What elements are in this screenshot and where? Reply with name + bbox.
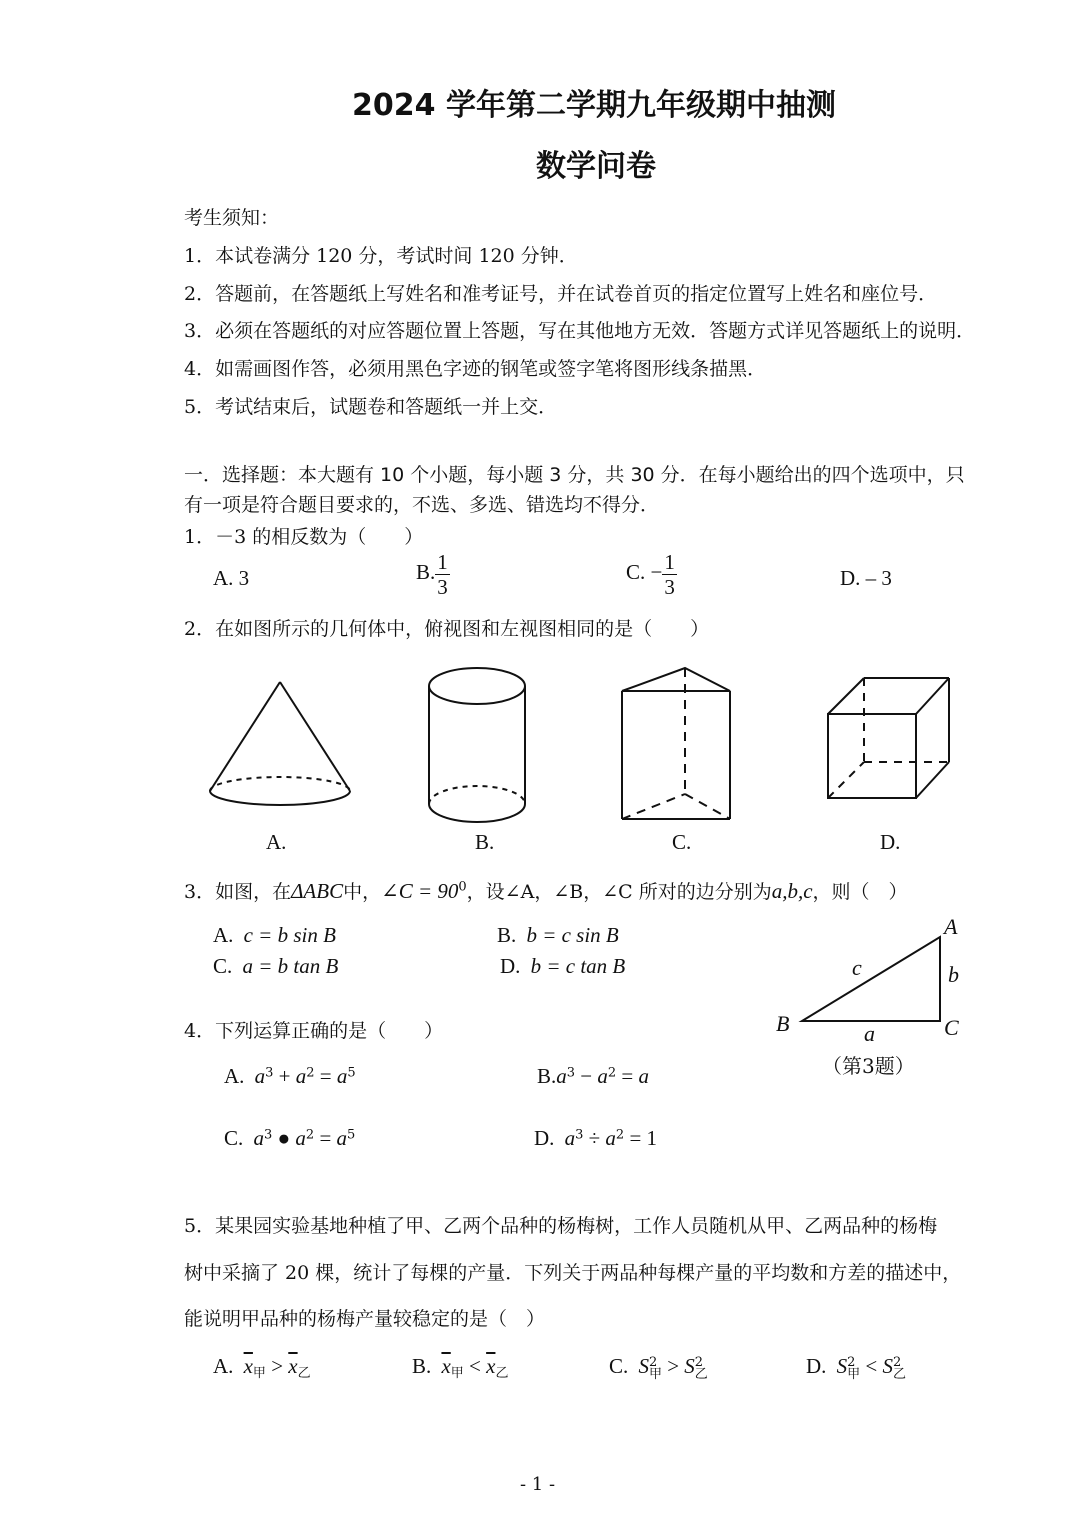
- notice-item-5: 5．考试结束后，试题卷和答题纸一并上交．: [184, 396, 558, 418]
- q5-line2: 树中采摘了 20 棵，统计了每棵的产量．下列关于两品种每棵产量的平均数和方差的描述中，: [184, 1262, 962, 1284]
- notice-item-4: 4．如需画图作答，必须用黑色字迹的钢笔或签字笔将图形线条描黑．: [184, 358, 767, 380]
- q5-d-sub-yi: 乙: [892, 1366, 906, 1382]
- q1-option-b-denominator: 3: [437, 575, 448, 599]
- q5-c-sq: 2: [694, 1354, 704, 1370]
- q5-option-c: [609, 1354, 708, 1381]
- q4-stem: 4．下列运算正确的是（ ）: [184, 1020, 444, 1042]
- q4-d-term: a: [605, 1126, 616, 1150]
- q5-c-sub-jia: 甲: [648, 1366, 662, 1382]
- q5-option-b: [412, 1354, 508, 1381]
- q4-c-term: a: [253, 1126, 264, 1150]
- q4-b-op: −: [575, 1064, 598, 1088]
- q3-option-b: [497, 923, 619, 948]
- q4-d-exp: 3: [575, 1127, 584, 1143]
- q4-b-exp: 2: [607, 1065, 617, 1081]
- q3-triangle-figure: [800, 935, 945, 1025]
- page-number: - 1 -: [520, 1474, 556, 1495]
- q3-vertex-c: C: [944, 1015, 959, 1040]
- prism-figure: [618, 664, 738, 828]
- q4-a-term: a: [295, 1064, 307, 1088]
- q5-d-var-yi: S: [882, 1354, 893, 1378]
- cone-figure: [205, 678, 355, 808]
- q3-stem: [184, 877, 908, 904]
- q3-option-d: [500, 954, 625, 979]
- q3-side-b: b: [948, 962, 959, 987]
- q4-a-eq: =: [314, 1064, 337, 1088]
- q4-a-term: a: [336, 1064, 348, 1088]
- section-heading-line2: 有一项是符合题目要求的，不选、多选、错选均不得分．: [184, 494, 660, 516]
- q5-a-mean-yi: $\overline{x}$: [288, 1354, 298, 1378]
- q3-stem-part4: ，则（ ）: [812, 881, 908, 903]
- q4-c-term: a: [295, 1126, 306, 1150]
- q4-b-eq: =: [616, 1064, 639, 1088]
- q5-option-d-label: D.: [806, 1354, 827, 1378]
- q4-a-term: a: [254, 1064, 266, 1088]
- q4-option-d: [534, 1126, 657, 1151]
- q5-b-mean-yi: $\overline{x}$: [486, 1354, 496, 1378]
- q3-option-d-label: D.: [500, 954, 521, 978]
- q3-side-a: a: [864, 1021, 875, 1046]
- q3-stem-part3: ，设∠A，∠B，∠C 所对的边分别为: [466, 881, 772, 903]
- q4-c-exp: 2: [305, 1127, 315, 1143]
- q5-b-sub-jia: 甲: [450, 1366, 464, 1382]
- q2-label-c: C.: [672, 830, 692, 854]
- q5-b-lt: <: [463, 1354, 487, 1378]
- q5-line3: 能说明甲品种的杨梅产量较稳定的是（ ）: [184, 1308, 546, 1330]
- q3-stem-sides: a,b,c: [771, 879, 813, 903]
- q3-stem-part2: 中，: [343, 881, 382, 903]
- q3-option-a: [213, 923, 336, 948]
- q5-c-script-yi: [694, 1354, 708, 1382]
- q4-option-a-label: A.: [224, 1064, 245, 1088]
- q5-d-lt: <: [860, 1354, 883, 1378]
- q1-option-b-label: B.: [416, 560, 436, 584]
- q4-d-exp: 2: [615, 1127, 625, 1143]
- q4-option-c: [224, 1126, 355, 1151]
- q4-b-term: a: [597, 1064, 608, 1088]
- q1-stem: 1．－3 的相反数为（ ）: [184, 526, 424, 548]
- q4-option-c-label: C.: [224, 1126, 244, 1150]
- q3-option-c: [213, 954, 338, 979]
- q4-d-term: a: [564, 1126, 576, 1150]
- q5-option-c-label: C.: [609, 1354, 629, 1378]
- q5-d-script-yi: [892, 1354, 906, 1382]
- q3-option-c-math: a = b tan B: [242, 954, 339, 978]
- q5-a-mean-jia: $\overline{x}$: [243, 1354, 253, 1378]
- q1-option-b: [416, 550, 450, 599]
- q5-c-gt: >: [661, 1354, 685, 1378]
- q3-option-b-math: b = c sin B: [526, 923, 619, 947]
- q3-stem-degree: 0: [458, 879, 467, 895]
- q3-vertex-a: A: [944, 914, 958, 939]
- q1-option-c: [626, 550, 677, 599]
- q5-d-sq: 2: [847, 1354, 856, 1370]
- section-heading-line1: 一．选择题：本大题有 10 个小题，每小题 3 分，共 30 分．在每小题给出的四个选项中，只: [184, 464, 965, 486]
- q4-b-term: a: [556, 1064, 567, 1088]
- q3-vertex-b: B: [776, 1011, 790, 1036]
- q5-a-gt: >: [265, 1354, 289, 1378]
- q5-a-sub-jia: 甲: [252, 1366, 266, 1382]
- q5-c-var-jia: S: [638, 1354, 649, 1378]
- q4-d-eq: = 1: [624, 1126, 658, 1150]
- q4-option-b: [537, 1064, 649, 1089]
- cube-figure: [824, 674, 954, 804]
- q1-option-b-fraction: [435, 550, 450, 599]
- notice-item-2: 2．答题前，在答题纸上写姓名和准考证号，并在试卷首页的指定位置写上姓名和座位号．: [184, 283, 938, 305]
- q3-option-a-math: c = b sin B: [243, 923, 336, 947]
- q4-c-exp: 5: [347, 1127, 356, 1143]
- q5-d-var-jia: S: [836, 1354, 848, 1378]
- q3-side-c: c: [852, 955, 862, 980]
- page-title: 2024 学年第二学期九年级期中抽测: [352, 88, 836, 123]
- q1-option-c-denominator: 3: [664, 575, 675, 599]
- q2-stem: 2．在如图所示的几何体中，俯视图和左视图相同的是（ ）: [184, 618, 710, 640]
- q3-option-a-label: A.: [213, 923, 234, 947]
- q3-stem-part1: 3．如图，在: [184, 881, 292, 903]
- q5-option-a: [213, 1354, 311, 1381]
- cylinder-figure: [425, 664, 530, 826]
- q5-d-script-jia: [847, 1354, 861, 1382]
- q3-stem-angle: ∠C = 90: [381, 879, 459, 903]
- q4-d-op: ÷: [583, 1126, 606, 1150]
- page-subtitle: 数学问卷: [536, 149, 656, 184]
- q4-a-exp: 3: [265, 1065, 274, 1081]
- q5-c-sub-yi: 乙: [694, 1366, 708, 1382]
- q4-option-b-label: B.: [537, 1064, 557, 1088]
- q5-line1: 5．某果园实验基地种植了甲、乙两个品种的杨梅树，工作人员随机从甲、乙两品种的杨梅: [184, 1215, 938, 1237]
- q1-option-c-numerator: 1: [664, 550, 675, 574]
- q4-option-a: [224, 1064, 356, 1089]
- q4-option-d-label: D.: [534, 1126, 555, 1150]
- q1-option-d: D. – 3: [840, 566, 892, 590]
- q5-b-mean-jia: $\overline{x}$: [441, 1354, 451, 1378]
- q2-label-b: B.: [475, 830, 495, 854]
- q2-label-d: D.: [880, 830, 901, 854]
- notice-item-1: 1．本试卷满分 120 分，考试时间 120 分钟．: [184, 245, 578, 267]
- q5-d-sub-jia: 甲: [847, 1366, 861, 1382]
- q4-b-term: a: [638, 1064, 650, 1088]
- q3-figure-caption: （第3题）: [822, 1054, 915, 1078]
- q4-a-exp: 5: [347, 1065, 356, 1081]
- q5-a-sub-yi: 乙: [297, 1366, 311, 1382]
- q4-c-eq: =: [314, 1126, 337, 1150]
- q5-c-var-yi: S: [684, 1354, 695, 1378]
- q1-option-c-label: C. −: [626, 560, 663, 584]
- q4-c-op: ●: [272, 1126, 296, 1150]
- q5-d-sq: 2: [892, 1354, 902, 1370]
- q5-b-sub-yi: 乙: [495, 1366, 509, 1382]
- q4-c-term: a: [336, 1126, 348, 1150]
- notice-heading: 考生须知：: [184, 207, 280, 229]
- q3-stem-triangle: ΔABC: [291, 879, 344, 903]
- q4-c-exp: 3: [263, 1127, 273, 1143]
- q4-a-exp: 2: [306, 1065, 315, 1081]
- q4-b-exp: 3: [566, 1065, 576, 1081]
- q5-option-d: [806, 1354, 906, 1381]
- q5-c-sq: 2: [648, 1354, 658, 1370]
- q5-c-script-jia: [648, 1354, 662, 1382]
- notice-item-3: 3．必须在答题纸的对应答题位置上答题，写在其他地方无效．答题方式详见答题纸上的说明．: [184, 320, 976, 342]
- q3-option-b-label: B.: [497, 923, 517, 947]
- q2-label-a: A.: [266, 830, 287, 854]
- q3-option-d-math: b = c tan B: [530, 954, 626, 978]
- q5-option-b-label: B.: [412, 1354, 432, 1378]
- q3-option-c-label: C.: [213, 954, 233, 978]
- q1-option-a: A. 3: [213, 566, 250, 590]
- q1-option-b-numerator: 1: [437, 550, 448, 574]
- q4-a-op: +: [273, 1064, 296, 1088]
- q5-option-a-label: A.: [213, 1354, 234, 1378]
- q1-option-c-fraction: [662, 550, 677, 599]
